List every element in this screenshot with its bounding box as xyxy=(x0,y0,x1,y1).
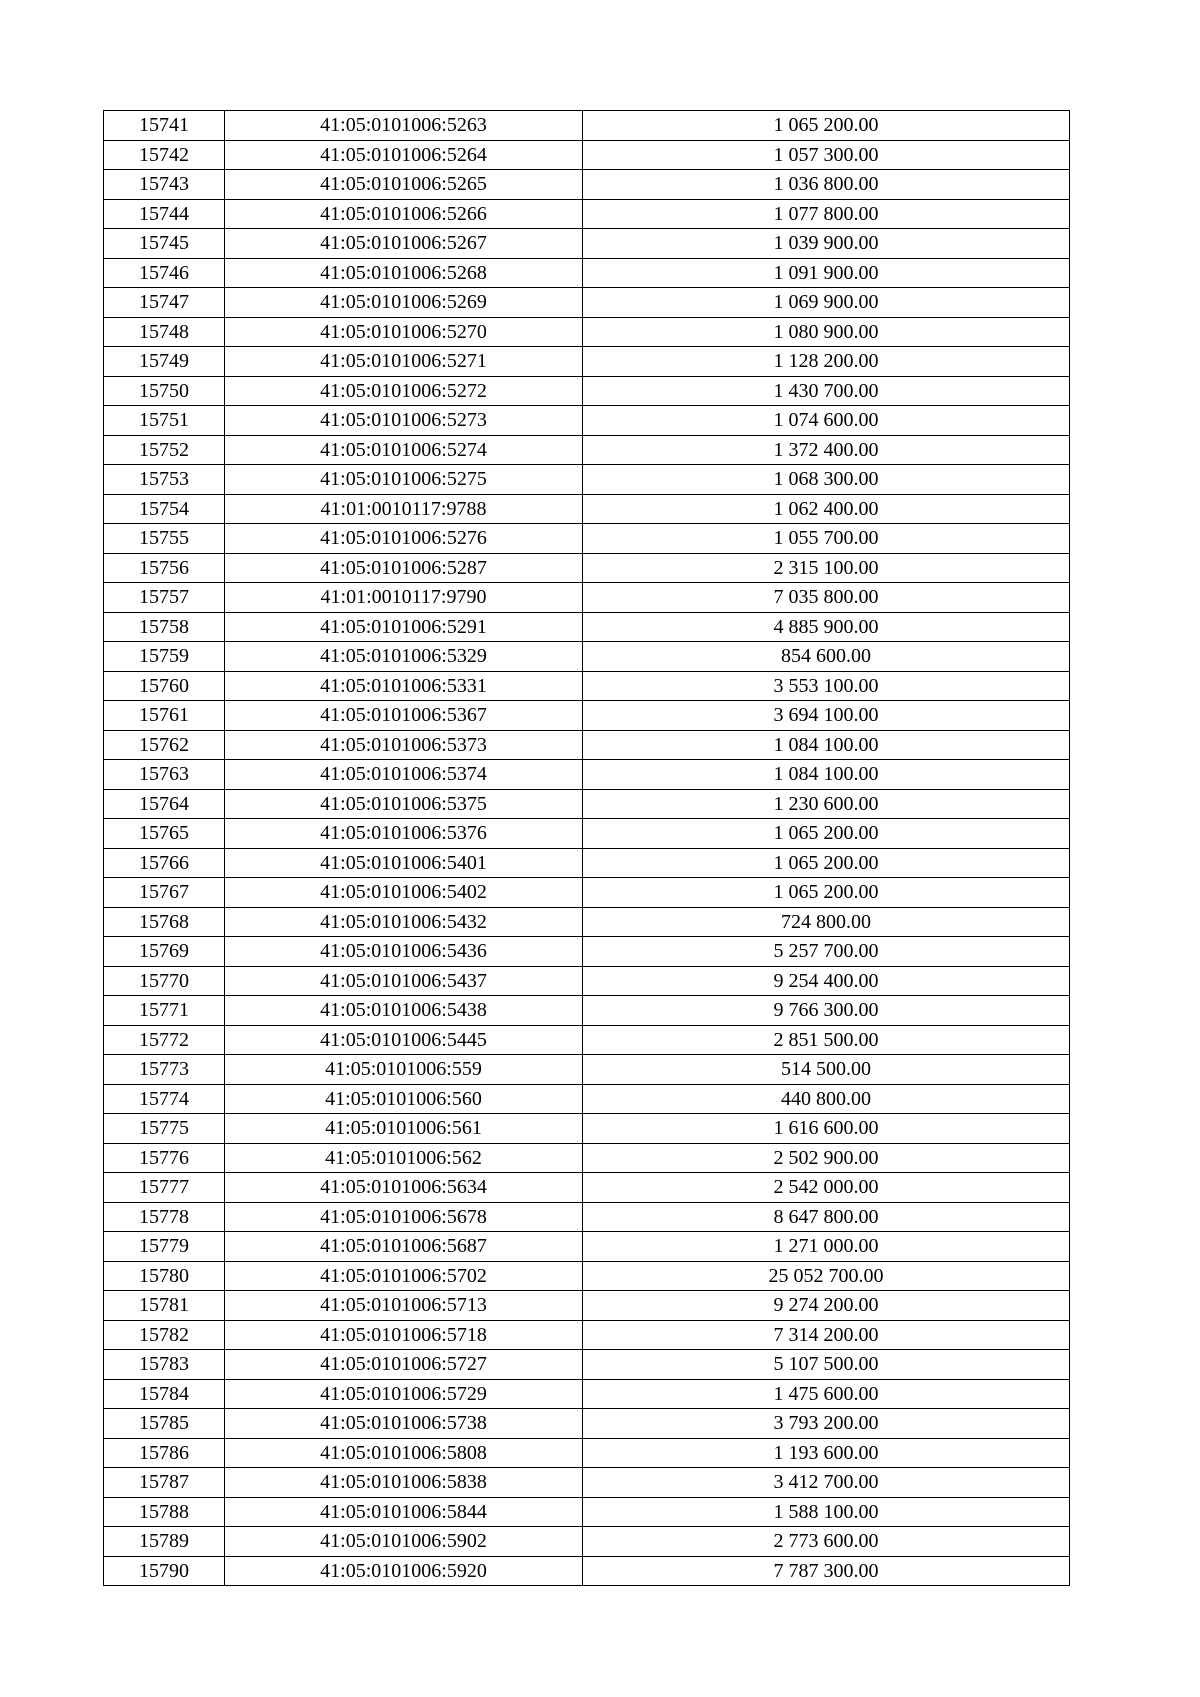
table-row xyxy=(104,1202,1070,1232)
table-row xyxy=(104,1055,1070,1085)
cadastral-number-cell: 41:05:0101006:5445 xyxy=(225,1025,583,1055)
row-number-cell: 15775 xyxy=(104,1114,225,1144)
cadastral-number-cell: 41:05:0101006:5634 xyxy=(225,1173,583,1203)
cadastral-value-cell: 1 065 200.00 xyxy=(583,111,1070,141)
table-row xyxy=(104,1291,1070,1321)
cadastral-number-cell: 41:05:0101006:5402 xyxy=(225,878,583,908)
row-number-cell: 15766 xyxy=(104,848,225,878)
row-number-cell: 15779 xyxy=(104,1232,225,1262)
cadastral-number-cell: 41:05:0101006:5432 xyxy=(225,907,583,937)
table-row xyxy=(104,317,1070,347)
row-number-cell: 15773 xyxy=(104,1055,225,1085)
row-number-cell: 15764 xyxy=(104,789,225,819)
cadastral-number-cell: 41:05:0101006:5367 xyxy=(225,701,583,731)
cadastral-number-cell: 41:01:0010117:9790 xyxy=(225,583,583,613)
cadastral-number-cell: 41:05:0101006:5269 xyxy=(225,288,583,318)
table-row xyxy=(104,1173,1070,1203)
table-body xyxy=(104,111,1070,1586)
row-number-cell: 15758 xyxy=(104,612,225,642)
row-number-cell: 15749 xyxy=(104,347,225,377)
row-number-cell: 15750 xyxy=(104,376,225,406)
table-row xyxy=(104,376,1070,406)
row-number-cell: 15784 xyxy=(104,1379,225,1409)
cadastral-number-cell: 41:05:0101006:5276 xyxy=(225,524,583,554)
cadastral-value-cell: 2 542 000.00 xyxy=(583,1173,1070,1203)
cadastral-number-cell: 41:05:0101006:5702 xyxy=(225,1261,583,1291)
row-number-cell: 15754 xyxy=(104,494,225,524)
row-number-cell: 15788 xyxy=(104,1497,225,1527)
row-number-cell: 15771 xyxy=(104,996,225,1026)
table-row xyxy=(104,583,1070,613)
cadastral-number-cell: 41:05:0101006:5270 xyxy=(225,317,583,347)
row-number-cell: 15751 xyxy=(104,406,225,436)
row-number-cell: 15777 xyxy=(104,1173,225,1203)
cadastral-number-cell: 41:05:0101006:5329 xyxy=(225,642,583,672)
table-row xyxy=(104,730,1070,760)
row-number-cell: 15744 xyxy=(104,199,225,229)
cadastral-value-cell: 440 800.00 xyxy=(583,1084,1070,1114)
table-row xyxy=(104,1409,1070,1439)
cadastral-value-cell: 8 647 800.00 xyxy=(583,1202,1070,1232)
table-row xyxy=(104,199,1070,229)
table-row xyxy=(104,111,1070,141)
cadastral-value-cell: 1 055 700.00 xyxy=(583,524,1070,554)
table-row xyxy=(104,553,1070,583)
cadastral-value-cell: 2 315 100.00 xyxy=(583,553,1070,583)
cadastral-number-cell: 41:05:0101006:5275 xyxy=(225,465,583,495)
cadastral-number-cell: 41:05:0101006:560 xyxy=(225,1084,583,1114)
table-row xyxy=(104,1556,1070,1586)
cadastral-value-cell: 3 553 100.00 xyxy=(583,671,1070,701)
row-number-cell: 15770 xyxy=(104,966,225,996)
row-number-cell: 15790 xyxy=(104,1556,225,1586)
table-row xyxy=(104,701,1070,731)
cadastral-value-cell: 1 588 100.00 xyxy=(583,1497,1070,1527)
cadastral-value-cell: 1 069 900.00 xyxy=(583,288,1070,318)
table-row xyxy=(104,612,1070,642)
cadastral-value-cell: 1 039 900.00 xyxy=(583,229,1070,259)
table-row xyxy=(104,1438,1070,1468)
cadastral-number-cell: 41:05:0101006:5838 xyxy=(225,1468,583,1498)
cadastral-number-cell: 41:05:0101006:559 xyxy=(225,1055,583,1085)
cadastral-value-cell: 9 254 400.00 xyxy=(583,966,1070,996)
table-row xyxy=(104,1379,1070,1409)
table-row xyxy=(104,1497,1070,1527)
row-number-cell: 15769 xyxy=(104,937,225,967)
cadastral-value-cell: 2 851 500.00 xyxy=(583,1025,1070,1055)
cadastral-value-cell: 7 314 200.00 xyxy=(583,1320,1070,1350)
row-number-cell: 15774 xyxy=(104,1084,225,1114)
table-row xyxy=(104,996,1070,1026)
cadastral-value-cell: 1 036 800.00 xyxy=(583,170,1070,200)
cadastral-value-cell: 1 084 100.00 xyxy=(583,730,1070,760)
table-row xyxy=(104,819,1070,849)
table-row xyxy=(104,760,1070,790)
cadastral-value-cell: 2 773 600.00 xyxy=(583,1527,1070,1557)
cadastral-number-cell: 41:05:0101006:5267 xyxy=(225,229,583,259)
cadastral-value-cell: 5 257 700.00 xyxy=(583,937,1070,967)
cadastral-value-cell: 1 475 600.00 xyxy=(583,1379,1070,1409)
row-number-cell: 15783 xyxy=(104,1350,225,1380)
table-row xyxy=(104,435,1070,465)
cadastral-number-cell: 41:05:0101006:5263 xyxy=(225,111,583,141)
cadastral-number-cell: 41:05:0101006:5438 xyxy=(225,996,583,1026)
table-row xyxy=(104,1143,1070,1173)
table-row xyxy=(104,524,1070,554)
cadastral-value-cell: 3 793 200.00 xyxy=(583,1409,1070,1439)
row-number-cell: 15755 xyxy=(104,524,225,554)
cadastral-value-cell: 7 035 800.00 xyxy=(583,583,1070,613)
table-row xyxy=(104,937,1070,967)
row-number-cell: 15776 xyxy=(104,1143,225,1173)
table-row xyxy=(104,140,1070,170)
cadastral-number-cell: 41:05:0101006:5678 xyxy=(225,1202,583,1232)
row-number-cell: 15757 xyxy=(104,583,225,613)
cadastral-number-cell: 41:05:0101006:5291 xyxy=(225,612,583,642)
cadastral-value-cell: 1 080 900.00 xyxy=(583,317,1070,347)
cadastral-value-cell: 1 230 600.00 xyxy=(583,789,1070,819)
cadastral-value-cell: 1 128 200.00 xyxy=(583,347,1070,377)
cadastral-value-cell: 1 271 000.00 xyxy=(583,1232,1070,1262)
cadastral-number-cell: 41:05:0101006:5436 xyxy=(225,937,583,967)
row-number-cell: 15786 xyxy=(104,1438,225,1468)
table-row xyxy=(104,907,1070,937)
row-number-cell: 15756 xyxy=(104,553,225,583)
cadastral-value-cell: 724 800.00 xyxy=(583,907,1070,937)
cadastral-value-cell: 854 600.00 xyxy=(583,642,1070,672)
cadastral-number-cell: 41:05:0101006:5287 xyxy=(225,553,583,583)
table-row xyxy=(104,1468,1070,1498)
cadastral-value-cell: 1 084 100.00 xyxy=(583,760,1070,790)
cadastral-number-cell: 41:05:0101006:562 xyxy=(225,1143,583,1173)
table-row xyxy=(104,1025,1070,1055)
table-row xyxy=(104,1232,1070,1262)
table-row xyxy=(104,1114,1070,1144)
table-row xyxy=(104,494,1070,524)
table-row xyxy=(104,347,1070,377)
cadastral-number-cell: 41:05:0101006:5266 xyxy=(225,199,583,229)
row-number-cell: 15761 xyxy=(104,701,225,731)
cadastral-number-cell: 41:05:0101006:5713 xyxy=(225,1291,583,1321)
table-row xyxy=(104,1320,1070,1350)
cadastral-value-cell: 3 412 700.00 xyxy=(583,1468,1070,1498)
cadastral-number-cell: 41:05:0101006:5718 xyxy=(225,1320,583,1350)
cadastral-value-cell: 2 502 900.00 xyxy=(583,1143,1070,1173)
cadastral-number-cell: 41:05:0101006:5727 xyxy=(225,1350,583,1380)
cadastral-value-cell: 1 068 300.00 xyxy=(583,465,1070,495)
cadastral-number-cell: 41:05:0101006:5264 xyxy=(225,140,583,170)
row-number-cell: 15743 xyxy=(104,170,225,200)
row-number-cell: 15768 xyxy=(104,907,225,937)
cadastral-number-cell: 41:05:0101006:5902 xyxy=(225,1527,583,1557)
row-number-cell: 15781 xyxy=(104,1291,225,1321)
cadastral-value-cell: 1 062 400.00 xyxy=(583,494,1070,524)
cadastral-value-cell: 1 372 400.00 xyxy=(583,435,1070,465)
cadastral-value-cell: 1 065 200.00 xyxy=(583,819,1070,849)
cadastral-value-cell: 1 091 900.00 xyxy=(583,258,1070,288)
cadastral-number-cell: 41:05:0101006:5738 xyxy=(225,1409,583,1439)
table-row xyxy=(104,789,1070,819)
table-row xyxy=(104,966,1070,996)
cadastral-value-cell: 4 885 900.00 xyxy=(583,612,1070,642)
cadastral-value-cell: 1 057 300.00 xyxy=(583,140,1070,170)
row-number-cell: 15785 xyxy=(104,1409,225,1439)
table-row xyxy=(104,642,1070,672)
row-number-cell: 15767 xyxy=(104,878,225,908)
table-row xyxy=(104,288,1070,318)
cadastral-value-cell: 1 065 200.00 xyxy=(583,848,1070,878)
table-row xyxy=(104,406,1070,436)
cadastral-value-cell: 1 077 800.00 xyxy=(583,199,1070,229)
cadastral-value-cell: 5 107 500.00 xyxy=(583,1350,1070,1380)
cadastral-number-cell: 41:05:0101006:5920 xyxy=(225,1556,583,1586)
table-row xyxy=(104,1350,1070,1380)
row-number-cell: 15763 xyxy=(104,760,225,790)
cadastral-number-cell: 41:05:0101006:5272 xyxy=(225,376,583,406)
table-row xyxy=(104,1261,1070,1291)
cadastral-value-cell: 7 787 300.00 xyxy=(583,1556,1070,1586)
row-number-cell: 15778 xyxy=(104,1202,225,1232)
cadastral-number-cell: 41:05:0101006:5331 xyxy=(225,671,583,701)
cadastral-value-table xyxy=(103,110,1070,1586)
cadastral-value-cell: 1 430 700.00 xyxy=(583,376,1070,406)
cadastral-value-cell: 1 065 200.00 xyxy=(583,878,1070,908)
cadastral-number-cell: 41:01:0010117:9788 xyxy=(225,494,583,524)
table-row xyxy=(104,848,1070,878)
cadastral-number-cell: 41:05:0101006:5376 xyxy=(225,819,583,849)
cadastral-number-cell: 41:05:0101006:5808 xyxy=(225,1438,583,1468)
row-number-cell: 15747 xyxy=(104,288,225,318)
table-row xyxy=(104,878,1070,908)
table-row xyxy=(104,258,1070,288)
cadastral-number-cell: 41:05:0101006:5844 xyxy=(225,1497,583,1527)
cadastral-number-cell: 41:05:0101006:5268 xyxy=(225,258,583,288)
cadastral-number-cell: 41:05:0101006:5729 xyxy=(225,1379,583,1409)
row-number-cell: 15752 xyxy=(104,435,225,465)
cadastral-number-cell: 41:05:0101006:5265 xyxy=(225,170,583,200)
cadastral-value-cell: 1 616 600.00 xyxy=(583,1114,1070,1144)
table-row xyxy=(104,170,1070,200)
row-number-cell: 15753 xyxy=(104,465,225,495)
cadastral-value-cell: 25 052 700.00 xyxy=(583,1261,1070,1291)
row-number-cell: 15765 xyxy=(104,819,225,849)
cadastral-value-cell: 514 500.00 xyxy=(583,1055,1070,1085)
row-number-cell: 15741 xyxy=(104,111,225,141)
cadastral-value-cell: 1 074 600.00 xyxy=(583,406,1070,436)
cadastral-number-cell: 41:05:0101006:5437 xyxy=(225,966,583,996)
row-number-cell: 15772 xyxy=(104,1025,225,1055)
table-row xyxy=(104,229,1070,259)
row-number-cell: 15759 xyxy=(104,642,225,672)
cadastral-number-cell: 41:05:0101006:5273 xyxy=(225,406,583,436)
cadastral-number-cell: 41:05:0101006:5274 xyxy=(225,435,583,465)
row-number-cell: 15742 xyxy=(104,140,225,170)
row-number-cell: 15746 xyxy=(104,258,225,288)
table-row xyxy=(104,1084,1070,1114)
cadastral-value-cell: 1 193 600.00 xyxy=(583,1438,1070,1468)
cadastral-value-cell: 3 694 100.00 xyxy=(583,701,1070,731)
cadastral-number-cell: 41:05:0101006:5687 xyxy=(225,1232,583,1262)
row-number-cell: 15745 xyxy=(104,229,225,259)
cadastral-value-cell: 9 274 200.00 xyxy=(583,1291,1070,1321)
row-number-cell: 15762 xyxy=(104,730,225,760)
table-row xyxy=(104,465,1070,495)
table-row xyxy=(104,1527,1070,1557)
cadastral-number-cell: 41:05:0101006:5271 xyxy=(225,347,583,377)
row-number-cell: 15748 xyxy=(104,317,225,347)
row-number-cell: 15789 xyxy=(104,1527,225,1557)
row-number-cell: 15760 xyxy=(104,671,225,701)
row-number-cell: 15780 xyxy=(104,1261,225,1291)
cadastral-number-cell: 41:05:0101006:5374 xyxy=(225,760,583,790)
cadastral-value-cell: 9 766 300.00 xyxy=(583,996,1070,1026)
cadastral-number-cell: 41:05:0101006:561 xyxy=(225,1114,583,1144)
cadastral-number-cell: 41:05:0101006:5373 xyxy=(225,730,583,760)
table-row xyxy=(104,671,1070,701)
cadastral-number-cell: 41:05:0101006:5375 xyxy=(225,789,583,819)
row-number-cell: 15782 xyxy=(104,1320,225,1350)
row-number-cell: 15787 xyxy=(104,1468,225,1498)
cadastral-number-cell: 41:05:0101006:5401 xyxy=(225,848,583,878)
